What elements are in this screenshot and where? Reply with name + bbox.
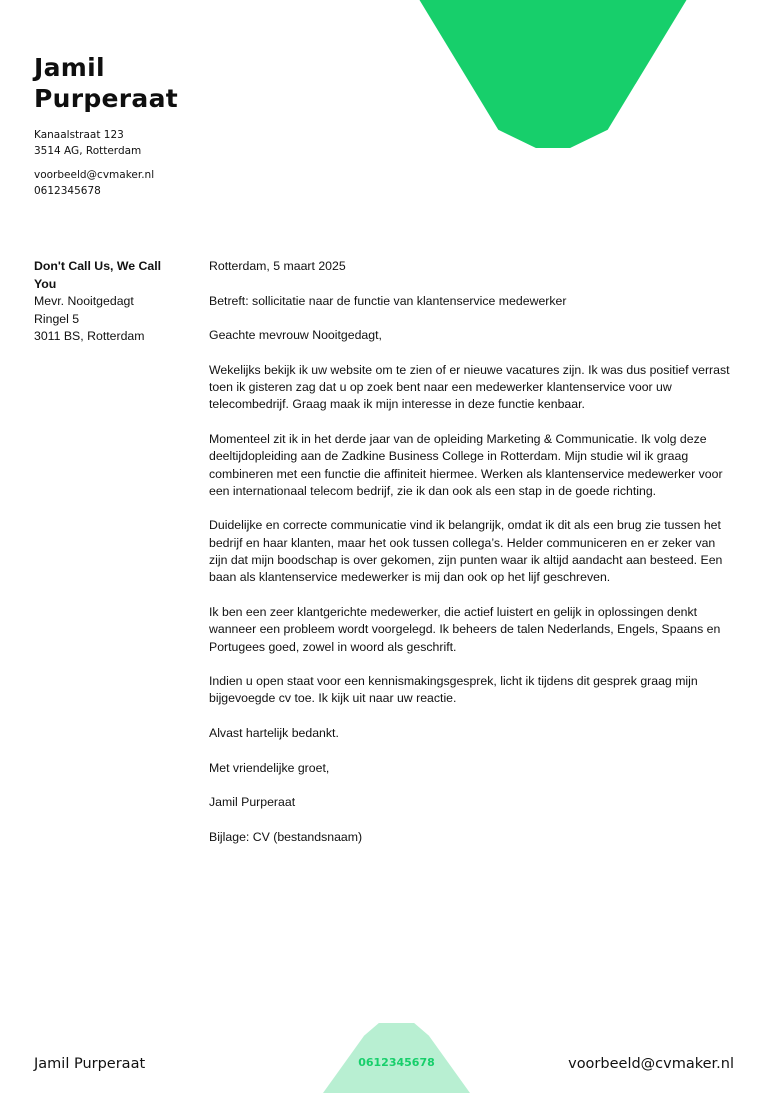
letter-salutation: Geachte mevrouw Nooitgedagt, (209, 328, 382, 343)
letter-paragraph: Duidelijke en correcte communicatie vind ik belangrijk, omdat ik dit als een brug zie tussen het bedrijf en haar klanten, maar het ook tussen collega’s. Helder communiceren en er zeker van zijn dat mijn boodschap is over gekomen, zijn punten waar ik altijd aandacht aan besteed. Een baan als klantenservice medewerker is mij dan ook op het lijf geschreven. (209, 518, 723, 585)
letter-body (209, 258, 734, 863)
letter-date: Rotterdam, 5 maart 2025 (209, 259, 346, 273)
footer-phone: 0612345678 (358, 1056, 435, 1069)
sender-contact (34, 167, 154, 199)
letter-paragraph: Momenteel zit ik in het derde jaar van de opleiding Marketing & Communicatie. Ik volg deze deeltijdopleiding aan de Zadkine Business College in Rotterdam. Mijn studie wil ik graag combineren met een functie die affiniteit hiermee. Werken als klantenservice medewerker voor een internationaal telecom bedrijf, zie ik dan ook als een stap in de goede richting. (209, 431, 723, 498)
sender-address-line2: 3514 AG, Rotterdam (34, 145, 142, 157)
letter-thanks: Alvast hartelijk bedankt. (209, 726, 339, 741)
sender-phone: 0612345678 (34, 185, 101, 197)
footer-name: Jamil Purperaat (34, 1056, 146, 1072)
sender-name: Jamil Purperaat (34, 53, 179, 113)
letter-paragraph: Wekelijks bekijk ik uw website om te zien of er nieuwe vacatures zijn. Ik was dus positief verrast toen ik gisteren zag dat u op zoek bent naar een medewerker klantenservice voor uw telecombedrijf. Graag maak ik mijn interesse in deze functie kenbaar. (209, 362, 730, 412)
recipient-company: Don't Call Us, We Call You (34, 259, 162, 291)
recipient-city: 3011 BS, Rotterdam (34, 329, 145, 343)
letter-signature: Jamil Purperaat (209, 795, 296, 810)
sender-address (34, 127, 141, 159)
letter-attachment: Bijlage: CV (bestandsnaam) (209, 829, 363, 844)
sender-email: voorbeeld@cvmaker.nl (34, 169, 155, 181)
letter-closing: Met vriendelijke groet, (209, 760, 330, 775)
recipient-street: Ringel 5 (34, 311, 80, 326)
letter-paragraph: Indien u open staat voor een kennismakingsgesprek, licht ik tijdens dit gesprek graag mijn bijgevoegde cv toe. Ik kijk uit naar uw reactie. (209, 674, 698, 706)
letter-subject: Betreft: sollicitatie naar de functie van klantenservice medewerker (209, 293, 567, 308)
recipient-block (34, 258, 184, 346)
sender-address-line1: Kanaalstraat 123 (34, 129, 124, 141)
recipient-person: Mevr. Nooitgedagt (34, 294, 134, 308)
decorative-green-shape (382, 0, 724, 148)
letter-paragraph: Ik ben een zeer klantgerichte medewerker, die actief luistert en gelijk in oplossingen denkt wanneer een probleem wordt voorgelegd. Ik beheers de talen Nederlands, Engels, Spaans en Portugees goed, zowel in woord als geschrift. (209, 604, 721, 654)
footer-email: voorbeeld@cvmaker.nl (568, 1056, 734, 1072)
